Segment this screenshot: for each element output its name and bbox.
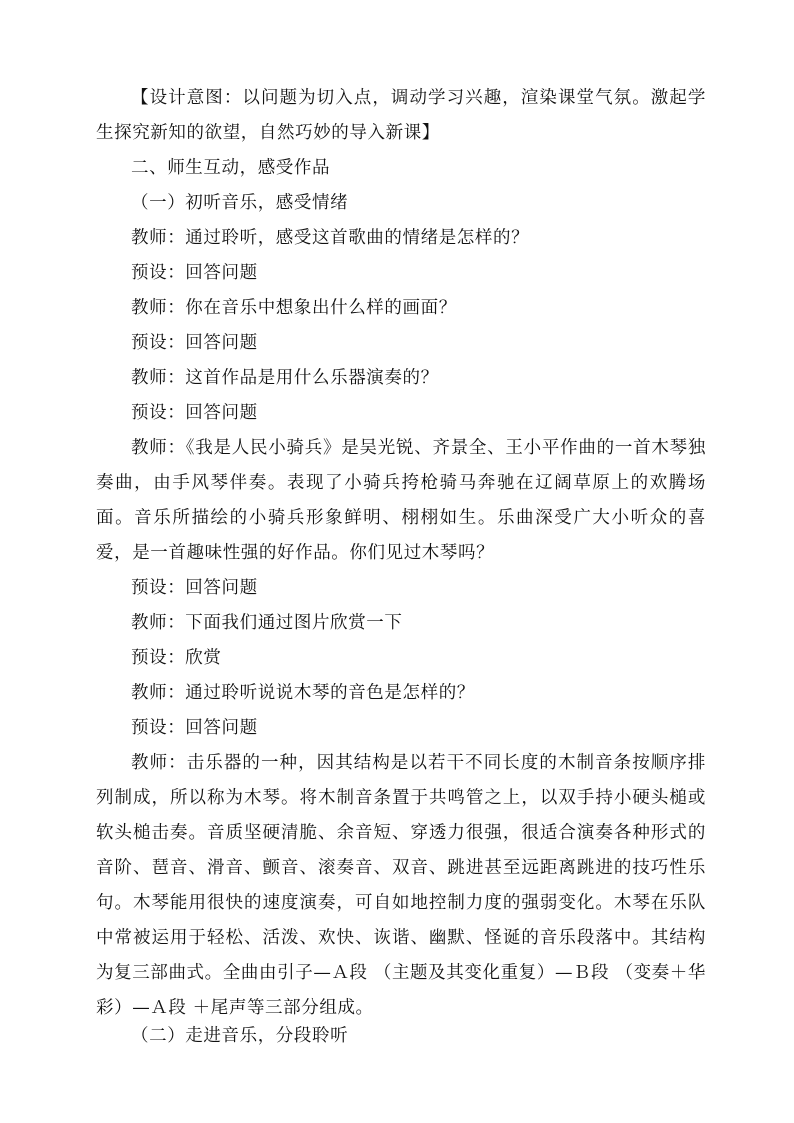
teacher-line: 教师：这首作品是用什么乐器演奏的？	[131, 368, 439, 388]
preset-line: 预设：回答问题	[131, 403, 258, 423]
subsection-heading-1: （一）初听音乐，感受情绪	[131, 193, 349, 213]
preset-line: 预设：回答问题	[131, 578, 258, 598]
teacher-paragraph: 教师：《我是人民小骑兵》是吴光锐、齐景全、王小平作曲的一首木琴独奏曲，由手风琴伴奏。表现了小骑兵挎枪骑马奔驰在辽阔草原上的欢腾场面。音乐所描绘的小骑兵形象鲜明、栩栩如生。乐曲深受广大小听众的喜爱，是一首趣味性强的好作品。你们见过木琴吗？	[96, 438, 706, 563]
teacher-line: 教师：你在音乐中想象出什么样的画面？	[131, 298, 457, 318]
preset-line: 预设：回答问题	[131, 718, 258, 738]
design-intent-paragraph: 【设计意图：以问题为切入点，调动学习兴趣，渲染课堂气氛。激起学生探究新知的欲望，自然巧妙的导入新课】	[96, 88, 706, 143]
teacher-line: 教师：下面我们通过图片欣赏一下	[131, 613, 403, 633]
teacher-line: 教师：通过聆听说说木琴的音色是怎样的？	[131, 683, 475, 703]
preset-line: 预设：欣赏	[131, 648, 222, 668]
teacher-paragraph: 教师：击乐器的一种，因其结构是以若干不同长度的木制音条按顺序排列制成，所以称为木琴。将木制音条置于共鸣管之上，以双手持小硬头槌或软头槌击奏。音质坚硬清脆、余音短、穿透力很强，很适合演奏各种形式的音阶、琶音、滑音、颤音、滚奏音、双音、跳进甚至远距离跳进的技巧性乐句。木琴能用很快的速度演奏，可自如地控制力度的强弱变化。木琴在乐队中常被运用于轻松、活泼、欢快、诙谐、幽默、怪诞的音乐段落中。其结构为复三部曲式。全曲由引子—Ａ段 （主题及其变化重复）—Ｂ段 （变奏＋华彩）—Ａ段 ＋尾声等三部分组成。	[96, 753, 706, 1018]
section-heading-2: 二、师生互动，感受作品	[131, 158, 331, 178]
teacher-line: 教师：通过聆听，感受这首歌曲的情绪是怎样的？	[131, 228, 530, 248]
subsection-heading-2: （二）走进音乐，分段聆听	[131, 1026, 349, 1046]
preset-line: 预设：回答问题	[131, 263, 258, 283]
preset-line: 预设：回答问题	[131, 333, 258, 353]
